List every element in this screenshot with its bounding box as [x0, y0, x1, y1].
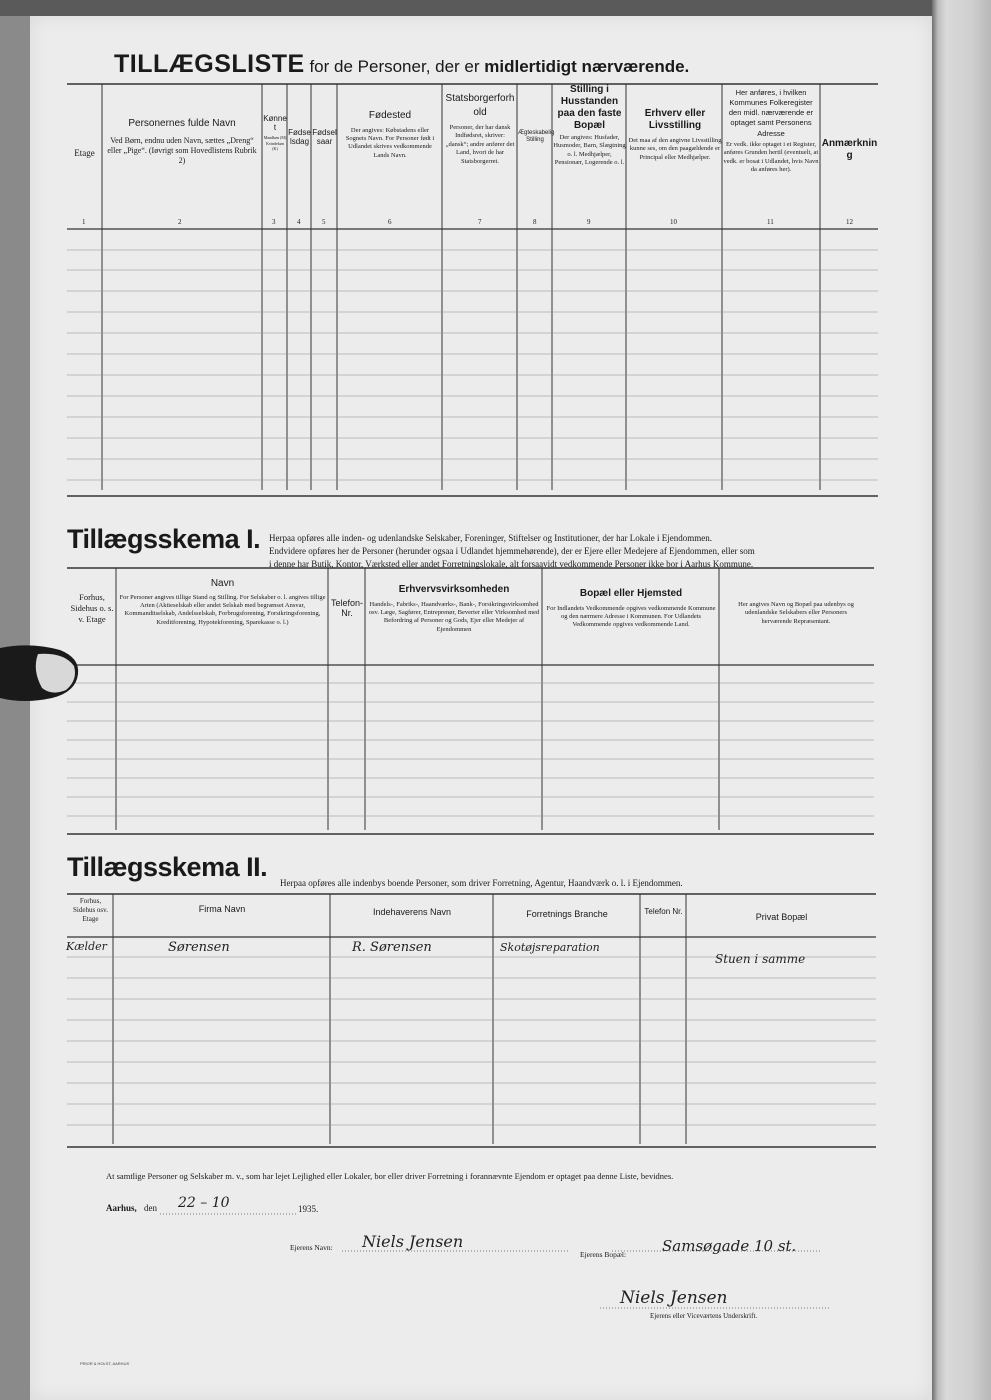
s2-col2-header: Firma Navn — [198, 904, 246, 914]
owner-name-handwritten: Niels Jensen — [362, 1232, 464, 1251]
owner-address-handwritten: Samsøgade 10 st. — [662, 1237, 797, 1255]
date-handwritten: 22 – 10 — [178, 1195, 230, 1211]
s2-row1-firma: Sørensen — [168, 940, 230, 955]
s2-row1-etage: Kælder — [66, 940, 107, 953]
col-number: 9 — [587, 218, 591, 226]
col1-header: Etage — [74, 148, 95, 158]
col2-header — [104, 118, 260, 167]
col3-sub: Mandkøn (M) Kvindekøn (K) — [263, 135, 287, 151]
col9-head: Stilling i Husstanden paa den faste Bopæl — [557, 84, 622, 131]
col11-head: Her anføres, i hvilken Kommunes Folkeregister den midl. nærværende er optaget samt Personens Adresse — [728, 88, 814, 138]
s1-col2-header — [118, 578, 327, 627]
title-middle: for de Personer, der er — [309, 57, 480, 76]
s1-col2-head: Navn — [210, 578, 235, 589]
title-end: midlertidigt nærværende. — [484, 57, 690, 76]
s1-col6-header: Her angives Navn og Bopæl paa udenbys og udenlandske Selskabers eller Personers herværende Repræsentant. — [738, 601, 854, 625]
col-number: 7 — [478, 218, 482, 226]
col3-header — [263, 114, 287, 151]
s2-col5-header: Telefon Nr. — [644, 907, 683, 916]
skema1-title: Tillægsskema I. — [67, 524, 261, 554]
s1-col4-sub: Handels-, Fabriks-, Haandværks-, Bank-, Forsikringsvirksomhed osv. Læge, Sagfører, Entreprenør, Beverter eller Virksomhed med Befordring af Personer og Gods, Ejer eller Medejer af Ejendommen — [368, 600, 540, 633]
col9-header — [553, 84, 626, 168]
col-number: 5 — [322, 218, 326, 226]
col7-sub: Personer, der har dansk Indfødsret, skriver: „dansk“; andre anfører det Land, hvori de har Statsborgerret. — [445, 124, 515, 165]
col-number: 3 — [272, 218, 276, 226]
den-label: den — [144, 1203, 157, 1213]
col2-sub: Ved Børn, endnu uden Navn, sættes „Dreng“ eller „Pige“. (Iøvrigt som Hovedlistens Rubrik 2) — [107, 135, 257, 166]
col-number: 4 — [297, 218, 301, 226]
col6-sub: Der angives: Købstadens eller Sognets Navn. For Personer født i Udlandet skrives vedkommende Lands Navn. — [345, 126, 435, 159]
col5-header: Fødselsaar — [312, 128, 337, 147]
col11-header — [723, 88, 819, 174]
skema1-intro-3: i denne har Butik, Kontor, Værksted eller andet Forretningslokale, alt forsaavidt vedkommende Personer ikke bor i Aarhus Kommune. — [269, 559, 754, 569]
col8-header: Ægteskabelig Stilling — [518, 130, 555, 143]
col10-sub: Det maa af den angivne Livsstilling kunne ses, om den paagældende er Principal eller Medhjælper. — [628, 137, 722, 161]
s1-col5-header — [545, 588, 717, 630]
skema1-intro-2: Endvidere opføres her de Personer (herunder ogsaa i Udlandet hjemmehørende), der er Ejere eller Medejere af Ejendommen, eller som — [269, 546, 755, 556]
col10-head: Erhverv eller Livsstilling — [644, 108, 706, 131]
signature-label: Ejerens eller Viceværtens Underskrift. — [650, 1312, 758, 1320]
skema2-title: Tillægsskema II. — [67, 852, 268, 882]
s2-row1-indehaver: R. Sørensen — [352, 940, 432, 955]
col9-sub: Der angives: Husfader, Husmoder, Barn, Slægtning o. l. Medhjælper, Pensionær, Logerende o. l. — [553, 134, 626, 167]
title-main: TILLÆGSLISTE — [114, 50, 305, 78]
thumb-holding-page — [0, 640, 80, 706]
col7-head: Statsborgerforhold — [445, 93, 515, 118]
s1-col1-header: Forhus, Sidehus o. s. v. Etage — [70, 592, 114, 625]
s2-col3-header: Indehaverens Navn — [372, 907, 452, 917]
printer-imprint: PRIOR & HOLST, AARHUS — [80, 1361, 130, 1366]
s2-col4-header: Forretnings Branche — [526, 909, 608, 919]
col-number: 2 — [178, 218, 182, 226]
col3-head: Kønnet — [263, 114, 287, 133]
owner-name-label: Ejerens Navn: — [290, 1243, 333, 1252]
col11-sub: Er vedk. ikke optaget i et Register, anføres Grunden hertil (eventuelt, at vedk. er bosat i Udlandet, hvis Navn da anføres her). — [723, 140, 819, 173]
col10-header — [628, 108, 722, 162]
city-label: Aarhus, — [106, 1203, 137, 1213]
s1-col2-sub: For Personer angives tillige Stand og Stilling. For Selskaber o. l. angives tillige Arten (Aktieselskab eller andet Selskab med begrænset Ansvar, Kommanditselskab, Andelsselskab, Forbrugsforening, Forsikringsforening, Kreditforening, Hypotekforening, Sparekasse o. l.) — [119, 593, 326, 626]
col-number: 11 — [767, 218, 774, 226]
col-number: 1 — [82, 218, 86, 226]
signature-handwritten: Niels Jensen — [620, 1288, 728, 1308]
s2-row1-bopael: Stuen i samme — [715, 952, 806, 966]
attestation-statement: At samtlige Personer og Selskaber m. v., som har lejet Lejlighed eller Lokaler, bor eller driver Forretning i forannævnte Ejendom er optaget paa denne Liste, bevidnes. — [106, 1171, 674, 1181]
owner-address-label: Ejerens Bopæl: — [580, 1250, 627, 1259]
s2-col1-header: Forhus, Sidehus osv. Etage — [73, 897, 108, 924]
col-number: 6 — [388, 218, 392, 226]
col6-header — [340, 110, 440, 160]
s1-col5-sub: For Indlandets Vedkommende opgives vedkommende Kommune og den nærmere Adresse i Kommunen. For Udlandets Vedkommende opgives vedkommende Land. — [546, 604, 716, 629]
year-label: 1935. — [298, 1204, 319, 1214]
col-number: 8 — [533, 218, 537, 226]
s1-col4-head: Erhvervsvirksomheden — [398, 584, 510, 595]
s1-col3-header: Telefon-Nr. — [330, 598, 364, 619]
col4-header: Fødselsdag — [288, 128, 311, 147]
s2-row1-branche: Skotøjsreparation — [500, 941, 600, 954]
col2-head: Personernes fulde Navn — [128, 118, 236, 129]
skema2-intro: Herpaa opføres alle indenbys boende Personer, som driver Forretning, Agentur, Haandværk o. l. i Ejendommen. — [280, 878, 683, 888]
s1-col5-head: Bopæl eller Hjemsted — [579, 588, 683, 599]
col-number: 10 — [670, 218, 677, 226]
col6-head: Fødested — [368, 110, 412, 121]
s1-col4-header — [368, 584, 540, 634]
col12-header: Anmærkning — [821, 138, 878, 161]
col-number: 12 — [846, 218, 853, 226]
s2-col6-header: Privat Bopæl — [755, 912, 808, 922]
col7-header — [444, 92, 516, 166]
skema1-intro-1: Herpaa opføres alle inden- og udenlandske Selskaber, Foreninger, Stiftelser og Institutioner, der har Lokale i Ejendommen. — [269, 533, 713, 543]
